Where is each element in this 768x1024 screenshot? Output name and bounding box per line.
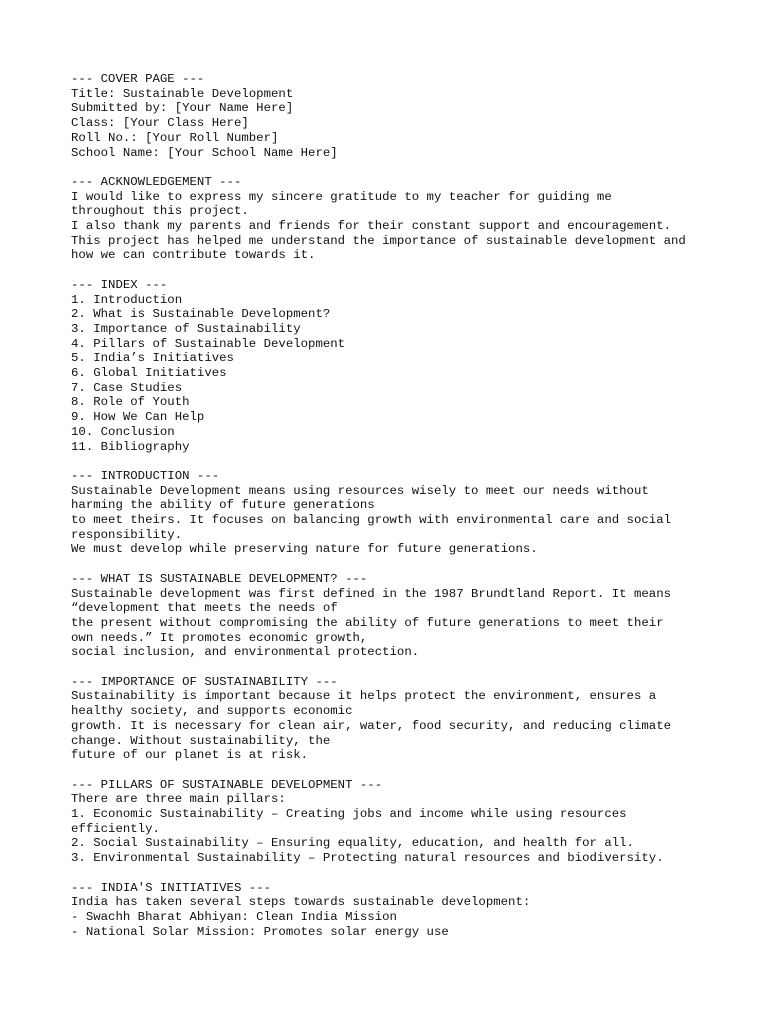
introduction-line: to meet theirs. It focuses on balancing growth with environmental care and social <box>71 513 672 528</box>
acknowledgement-line: This project has helped me understand the importance of sustainable development and <box>71 233 686 248</box>
index-item: 1. Introduction <box>71 292 183 307</box>
index-item: 5. India’s Initiatives <box>71 351 234 366</box>
what-is-line: Sustainable development was first defined in the 1987 Brundtland Report. It means <box>71 586 672 601</box>
index-item: 6. Global Initiatives <box>71 366 227 381</box>
importance-line: future of our planet is at risk. <box>71 748 309 763</box>
introduction-section <box>71 469 751 557</box>
index-heading: --- INDEX --- <box>71 277 168 292</box>
pillars-line: 1. Economic Sustainability – Creating jobs and income while using resources <box>71 807 627 822</box>
what-is-line: social inclusion, and environmental protection. <box>71 645 420 660</box>
importance-line: change. Without sustainability, the <box>71 733 331 748</box>
index-item: 8. Role of Youth <box>71 395 190 410</box>
cover-submitted-by: Submitted by: [Your Name Here] <box>71 101 294 116</box>
section-spacer <box>71 866 751 881</box>
section-spacer <box>71 763 751 778</box>
acknowledgement-section <box>71 175 751 263</box>
section-spacer <box>71 263 751 278</box>
pillars-line: There are three main pillars: <box>71 792 286 807</box>
what-is-line: “development that meets the needs of <box>71 601 338 616</box>
cover-roll-no: Roll No.: [Your Roll Number] <box>71 130 279 145</box>
acknowledgement-line: I also thank my parents and friends for their constant support and encouragement. <box>71 219 672 234</box>
india-initiatives-line: - Swachh Bharat Abhiyan: Clean India Mission <box>71 909 397 924</box>
india-initiatives-line: India has taken several steps towards sustainable development: <box>71 895 531 910</box>
cover-heading: --- COVER PAGE --- <box>71 72 205 86</box>
acknowledgement-line: I would like to express my sincere gratitude to my teacher for guiding me <box>71 189 612 204</box>
document-page <box>71 72 751 939</box>
acknowledgement-heading: --- ACKNOWLEDGEMENT --- <box>71 174 242 189</box>
introduction-line: responsibility. <box>71 527 183 542</box>
index-item: 10. Conclusion <box>71 424 175 439</box>
section-spacer <box>71 160 751 175</box>
section-spacer <box>71 660 751 675</box>
index-item: 7. Case Studies <box>71 380 183 395</box>
pillars-line: 2. Social Sustainability – Ensuring equality, education, and health for all. <box>71 836 634 851</box>
acknowledgement-line: how we can contribute towards it. <box>71 248 316 263</box>
index-item: 2. What is Sustainable Development? <box>71 307 331 322</box>
importance-line: growth. It is necessary for clean air, water, food security, and reducing climate <box>71 718 672 733</box>
importance-line: Sustainability is important because it helps protect the environment, ensures a <box>71 689 657 704</box>
pillars-line: 3. Environmental Sustainability – Protecting natural resources and biodiversity. <box>71 851 664 866</box>
index-item: 11. Bibliography <box>71 439 190 454</box>
index-item: 4. Pillars of Sustainable Development <box>71 336 346 351</box>
introduction-line: harming the ability of future generations <box>71 498 375 513</box>
cover-page-section <box>71 72 751 160</box>
index-section <box>71 278 751 454</box>
india-initiatives-section <box>71 881 751 940</box>
what-is-heading: --- WHAT IS SUSTAINABLE DEVELOPMENT? --- <box>71 571 368 586</box>
acknowledgement-line: throughout this project. <box>71 204 249 219</box>
importance-line: healthy society, and supports economic <box>71 704 353 719</box>
india-initiatives-heading: --- INDIA'S INITIATIVES --- <box>71 880 272 895</box>
importance-section <box>71 675 751 763</box>
introduction-heading: --- INTRODUCTION --- <box>71 468 220 483</box>
cover-school: School Name: [Your School Name Here] <box>71 145 338 160</box>
section-spacer <box>71 557 751 572</box>
what-is-line: the present without compromising the ability of future generations to meet their <box>71 615 664 630</box>
pillars-section <box>71 778 751 866</box>
section-spacer <box>71 454 751 469</box>
introduction-line: Sustainable Development means using resources wisely to meet our needs without <box>71 483 649 498</box>
cover-class: Class: [Your Class Here] <box>71 116 249 131</box>
what-is-section <box>71 572 751 660</box>
what-is-line: own needs.” It promotes economic growth, <box>71 630 368 645</box>
cover-title: Title: Sustainable Development <box>71 86 294 101</box>
index-item: 9. How We Can Help <box>71 410 205 425</box>
pillars-line: efficiently. <box>71 821 160 836</box>
index-item: 3. Importance of Sustainability <box>71 321 301 336</box>
introduction-line: We must develop while preserving nature for future generations. <box>71 542 538 557</box>
india-initiatives-line: - National Solar Mission: Promotes solar energy use <box>71 924 449 939</box>
importance-heading: --- IMPORTANCE OF SUSTAINABILITY --- <box>71 674 338 689</box>
pillars-heading: --- PILLARS OF SUSTAINABLE DEVELOPMENT --- <box>71 777 383 792</box>
